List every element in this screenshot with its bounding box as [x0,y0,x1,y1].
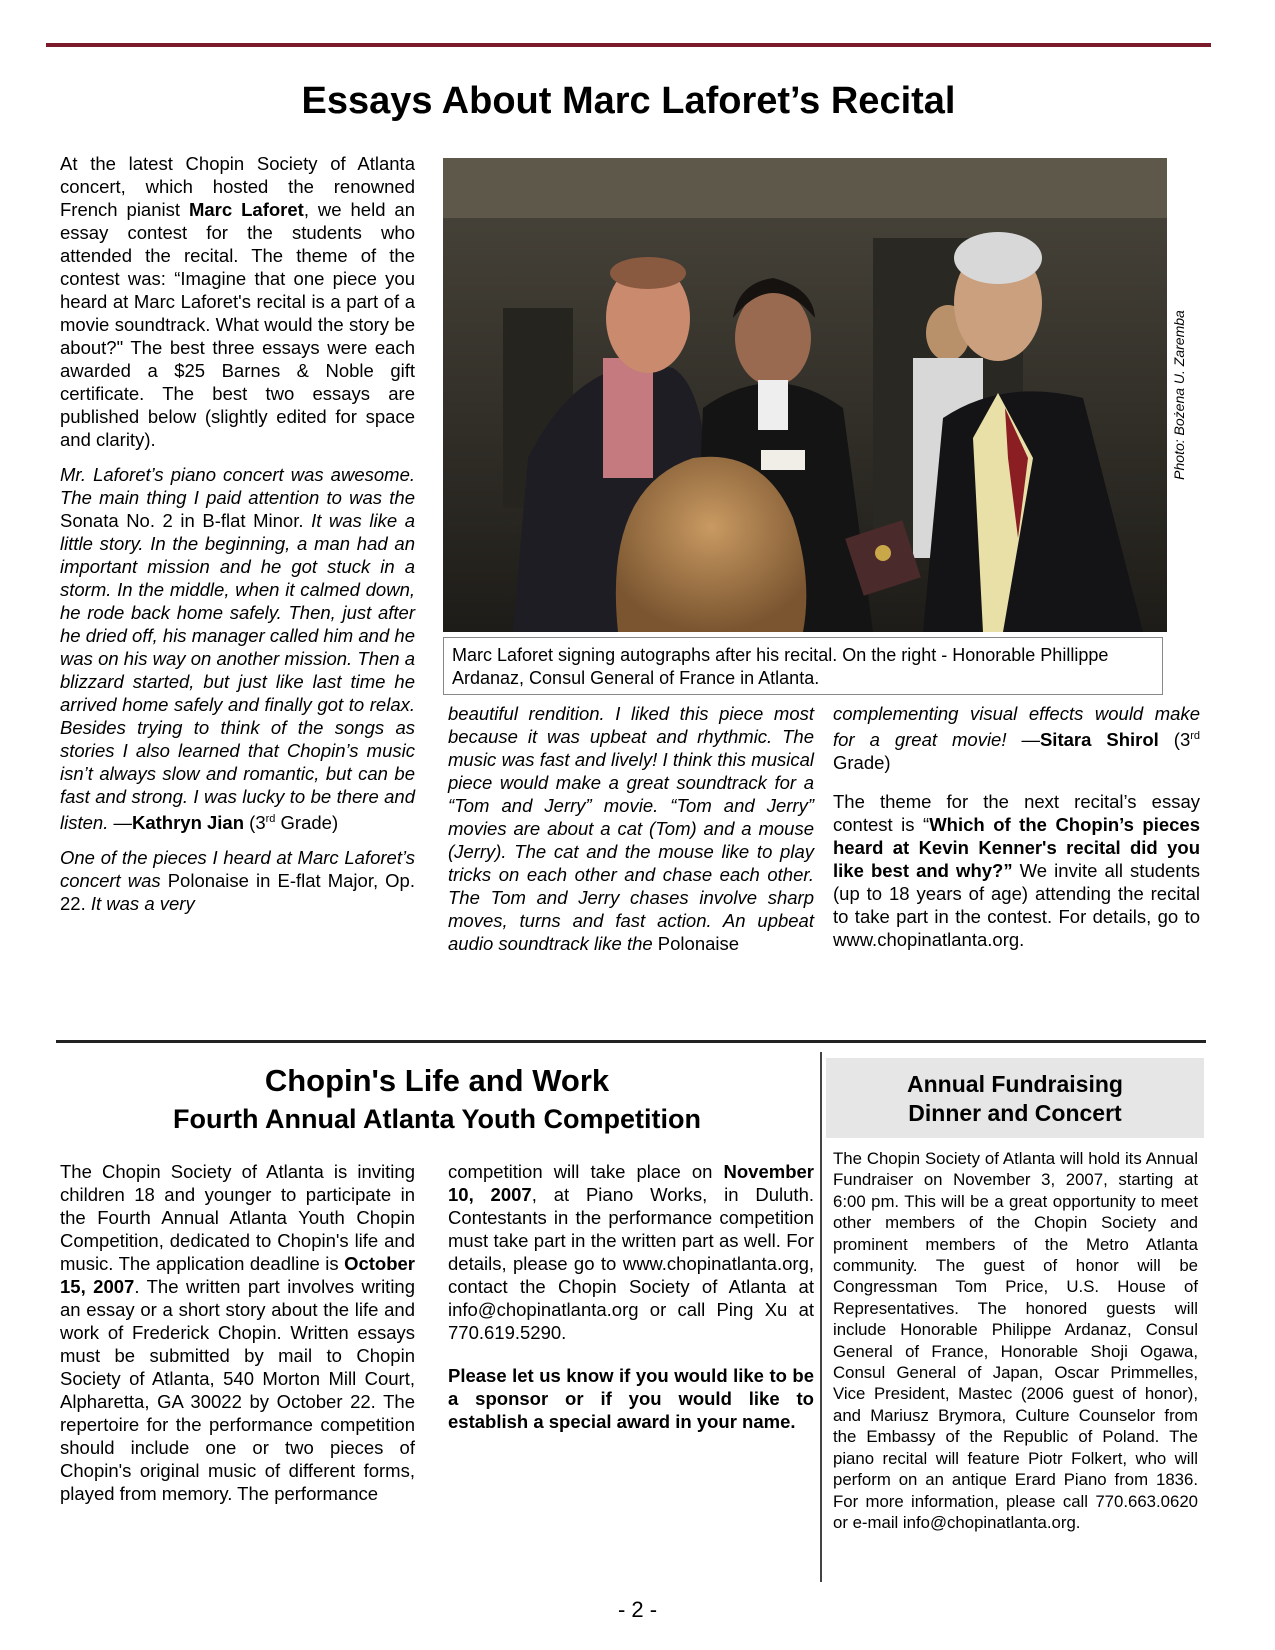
essay-2-continued: beautiful rendition. I liked this piece most because it was upbeat and rhythmic. The music was fast and lively! I think this musical piece would make a great soundtrack for a “Tom and Jerry” movie. “Tom and Jerry” movies are about a cat (Tom) and a mouse (Jerry). The cat and the mouse like to play tricks on each other and chase each other. The Tom and Jerry chases involve sharp moves, turns and fast action. An upbeat audio soundtrack like the Polonaise [448,703,814,954]
section-divider [56,1040,1206,1043]
essay-2-start: One of the pieces I heard at Marc Laforet’s concert was Polonaise in E-flat Major, Op. 22. It was a very [60,847,415,915]
essay-2-end: complementing visual effects would make for a great movie! —Sitara Shirol (3rd Grade) [833,703,1201,774]
competition-paragraph-1: The Chopin Society of Atlanta is inviting children 18 and younger to participate in the Fourth Annual Atlanta Youth Chopin Competition, dedicated to Chopin's life and music. The application deadline is October 15, 2007. The written part involves writing an essay or a short story about the life and work of Frederick Chopin. Written essays must be submitted by mail to Chopin Society of Atlanta, 540 Morton Mill Court, Alpharetta, GA 30022 by October 22. The repertoire for the performance competition should include one or two pieces of Chopin's original music of different forms, played from memory. The performance [60,1161,416,1504]
competition-left-column [60,1160,415,1505]
fundraiser-body: The Chopin Society of Atlanta will hold its Annual Fundraiser on November 3, 2007, starting at 6:00 pm. This will be a great opportunity to meet other members of the Chopin Society and prominent members of the Metro Atlanta community. The guest of honor will be Congressman Tom Price, U.S. House of Representatives. The honored guests will include Honorable Philippe Ardanaz, Consul General of France, Honorable Shoji Ogawa, Consul General of Japan, Oscar Primmelles, Vice President, Mastec (2006 guest of honor), and Mariusz Brymora, Culture Counselor from the Embassy of the Republic of Poland. The piano recital will feature Piotr Folkert, who will perform on an antique Erard Piano from 1836. For more information, please call 770.663.0620 or e-mail info@chopinatlanta.org. [833,1149,1198,1532]
sponsor-note: Please let us know if you would like to be a sponsor or if you would like to establish a special award in your name. [448,1365,814,1432]
competition-paragraph-2: competition will take place on November 10, 2007, at Piano Works, in Duluth. Contestants in the performance competition must take part in the written part as well. For details, please go to www.chopinatlanta.org, contact the Chopin Society of Atlanta at info@chopinatlanta.org or call Ping Xu at 770.619.5290. [448,1161,814,1343]
next-contest-paragraph: The theme for the next recital’s essay contest is “Which of the Chopin’s pieces heard at Kevin Kenner's recital did you like best and why?” We invite all students (up to 18 years of age) attending the recital to take part in the contest. For details, go to www.chopinatlanta.org. [833,791,1200,951]
top-rule [46,43,1211,47]
competition-title: Chopin's Life and Work [264,1063,610,1098]
essays-middle-column [448,702,814,955]
column-separator [820,1052,822,1582]
intro-paragraph: At the latest Chopin Society of Atlanta concert, which hosted the renowned French pianist Marc Laforet, we held an essay contest for the students who attended the recital. The theme of the contest was: “Imagine that one piece you heard at Marc Laforet's recital is a part of a movie soundtrack. What would the story be about?" The best three essays were each awarded a $25 Barnes & Noble gift certificate. The best two essays are published below (slightly edited for space and clarity). [60,153,416,450]
fundraiser-title-line-1: Annual Fundraising [907,1071,1123,1097]
fundraiser-title-box [826,1058,1204,1138]
page-title: Essays About Marc Laforet’s Recital [301,80,956,122]
competition-subtitle: Fourth Annual Atlanta Youth Competition [173,1104,701,1134]
page-number: - 2 - [617,1597,658,1622]
fundraiser-title-line-2: Dinner and Concert [908,1100,1122,1126]
photo-caption: Marc Laforet signing autographs after his recital. On the right - Honorable Phillippe Ardanaz, Consul General of France in Atlanta. [443,637,1163,695]
recital-photo [443,158,1167,632]
photo-credit: Photo: Bożena U. Zaremba [1171,310,1187,480]
essays-left-column [60,152,415,915]
essay-1: Mr. Laforet’s piano concert was awesome. The main thing I paid attention to was the Sonata No. 2 in B-flat Minor. It was like a little story. In the beginning, a man had an important mission and he got stuck in a storm. In the middle, when it calmed down, he rode back home safely. Then, just after he dried off, his manager called him and he was on his way on another mission. Then a blizzard started, but just like last time he arrived home safely and finally got to relax. Besides trying to think of the songs as stories I also learned that Chopin’s music isn’t always slow and romantic, but can be fast and strong. I was lucky to be there and listen. —Kathryn Jian (3rd Grade) [60,464,415,834]
essays-right-column [833,702,1200,963]
competition-right-column [448,1160,814,1445]
